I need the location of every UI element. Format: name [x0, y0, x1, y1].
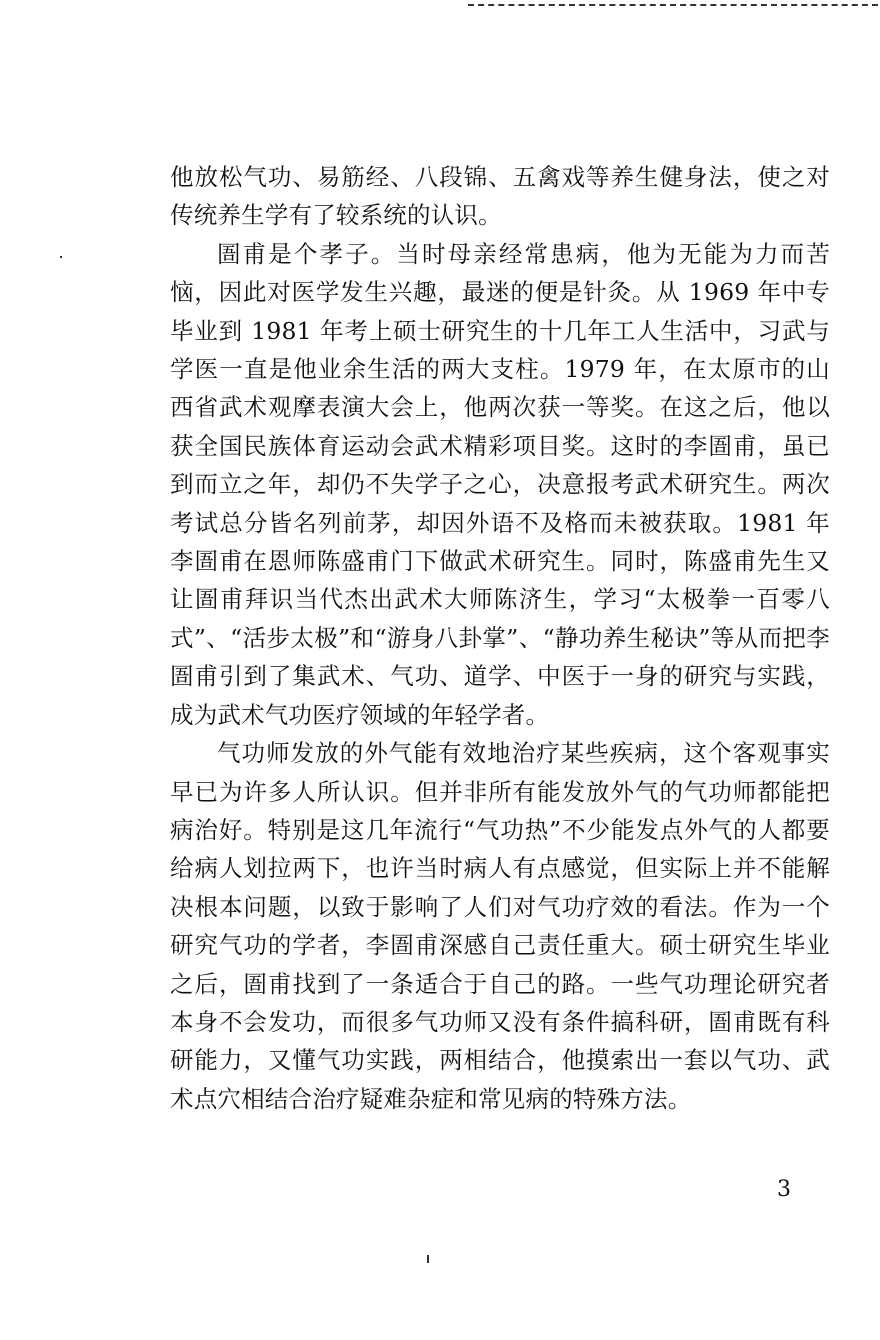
page-number: 3	[777, 1177, 791, 1202]
top-border-rule	[468, 4, 878, 6]
body-text	[170, 158, 830, 1118]
scan-speck-bottom	[427, 1255, 429, 1263]
paragraph-qigong-method: 气功师发放的外气能有效地治疗某些疾病，这个客观事实早已为许多人所认识。但并非所有能发放外气的气功师都能把病治好。特别是这几年流行“气功热”不少能发点外气的人都要给病人划拉两下，也许当时病人有点感觉，但实际上并不能解决根本问题，以致于影响了人们对气功疗效的看法。作为一个研究气功的学者，李圄甫深感自己责任重大。硕士研究生毕业之后，圄甫找到了一条适合于自己的路。一些气功理论研究者本身不会发功，而很多气功师又没有条件搞科研，圄甫既有科研能力，又懂气功实践，两相结合，他摸索出一套以气功、武术点穴相结合治疗疑难杂症和常见病的特殊方法。	[170, 739, 830, 1113]
scan-speck-left	[60, 256, 62, 258]
paragraph-biography: 圄甫是个孝子。当时母亲经常患病，他为无能为力而苦恼，因此对医学发生兴趣，最迷的便是针灸。从 1969 年中专毕业到 1981 年考上硕士研究生的十几年工人生活中，习武与学医一直是他业余生活的两大支柱。1979 年，在太原市的山西省武术观摩表演大会上，他两次获一等奖。在这之后，他以获全国民族体育运动会武术精彩项目奖。这时的李圄甫，虽已到而立之年，却仍不失学子之心，决意报考武术研究生。两次考试总分皆名列前茅，却因外语不及格而未被获取。1981 年李圄甫在恩师陈盛甫门下做武术研究生。同时，陈盛甫先生又让圄甫拜识当代杰出武术大师陈济生，学习“太极拳一百零八式”、“活步太极”和“游身八卦掌”、“静功养生秘诀”等从而把李圄甫引到了集武术、气功、道学、中医于一身的研究与实践，成为武术气功医疗领域的年轻学者。	[170, 239, 830, 729]
paragraph-continuation: 他放松气功、易筋经、八段锦、五禽戏等养生健身法，使之对传统养生学有了较系统的认识。	[170, 163, 830, 230]
